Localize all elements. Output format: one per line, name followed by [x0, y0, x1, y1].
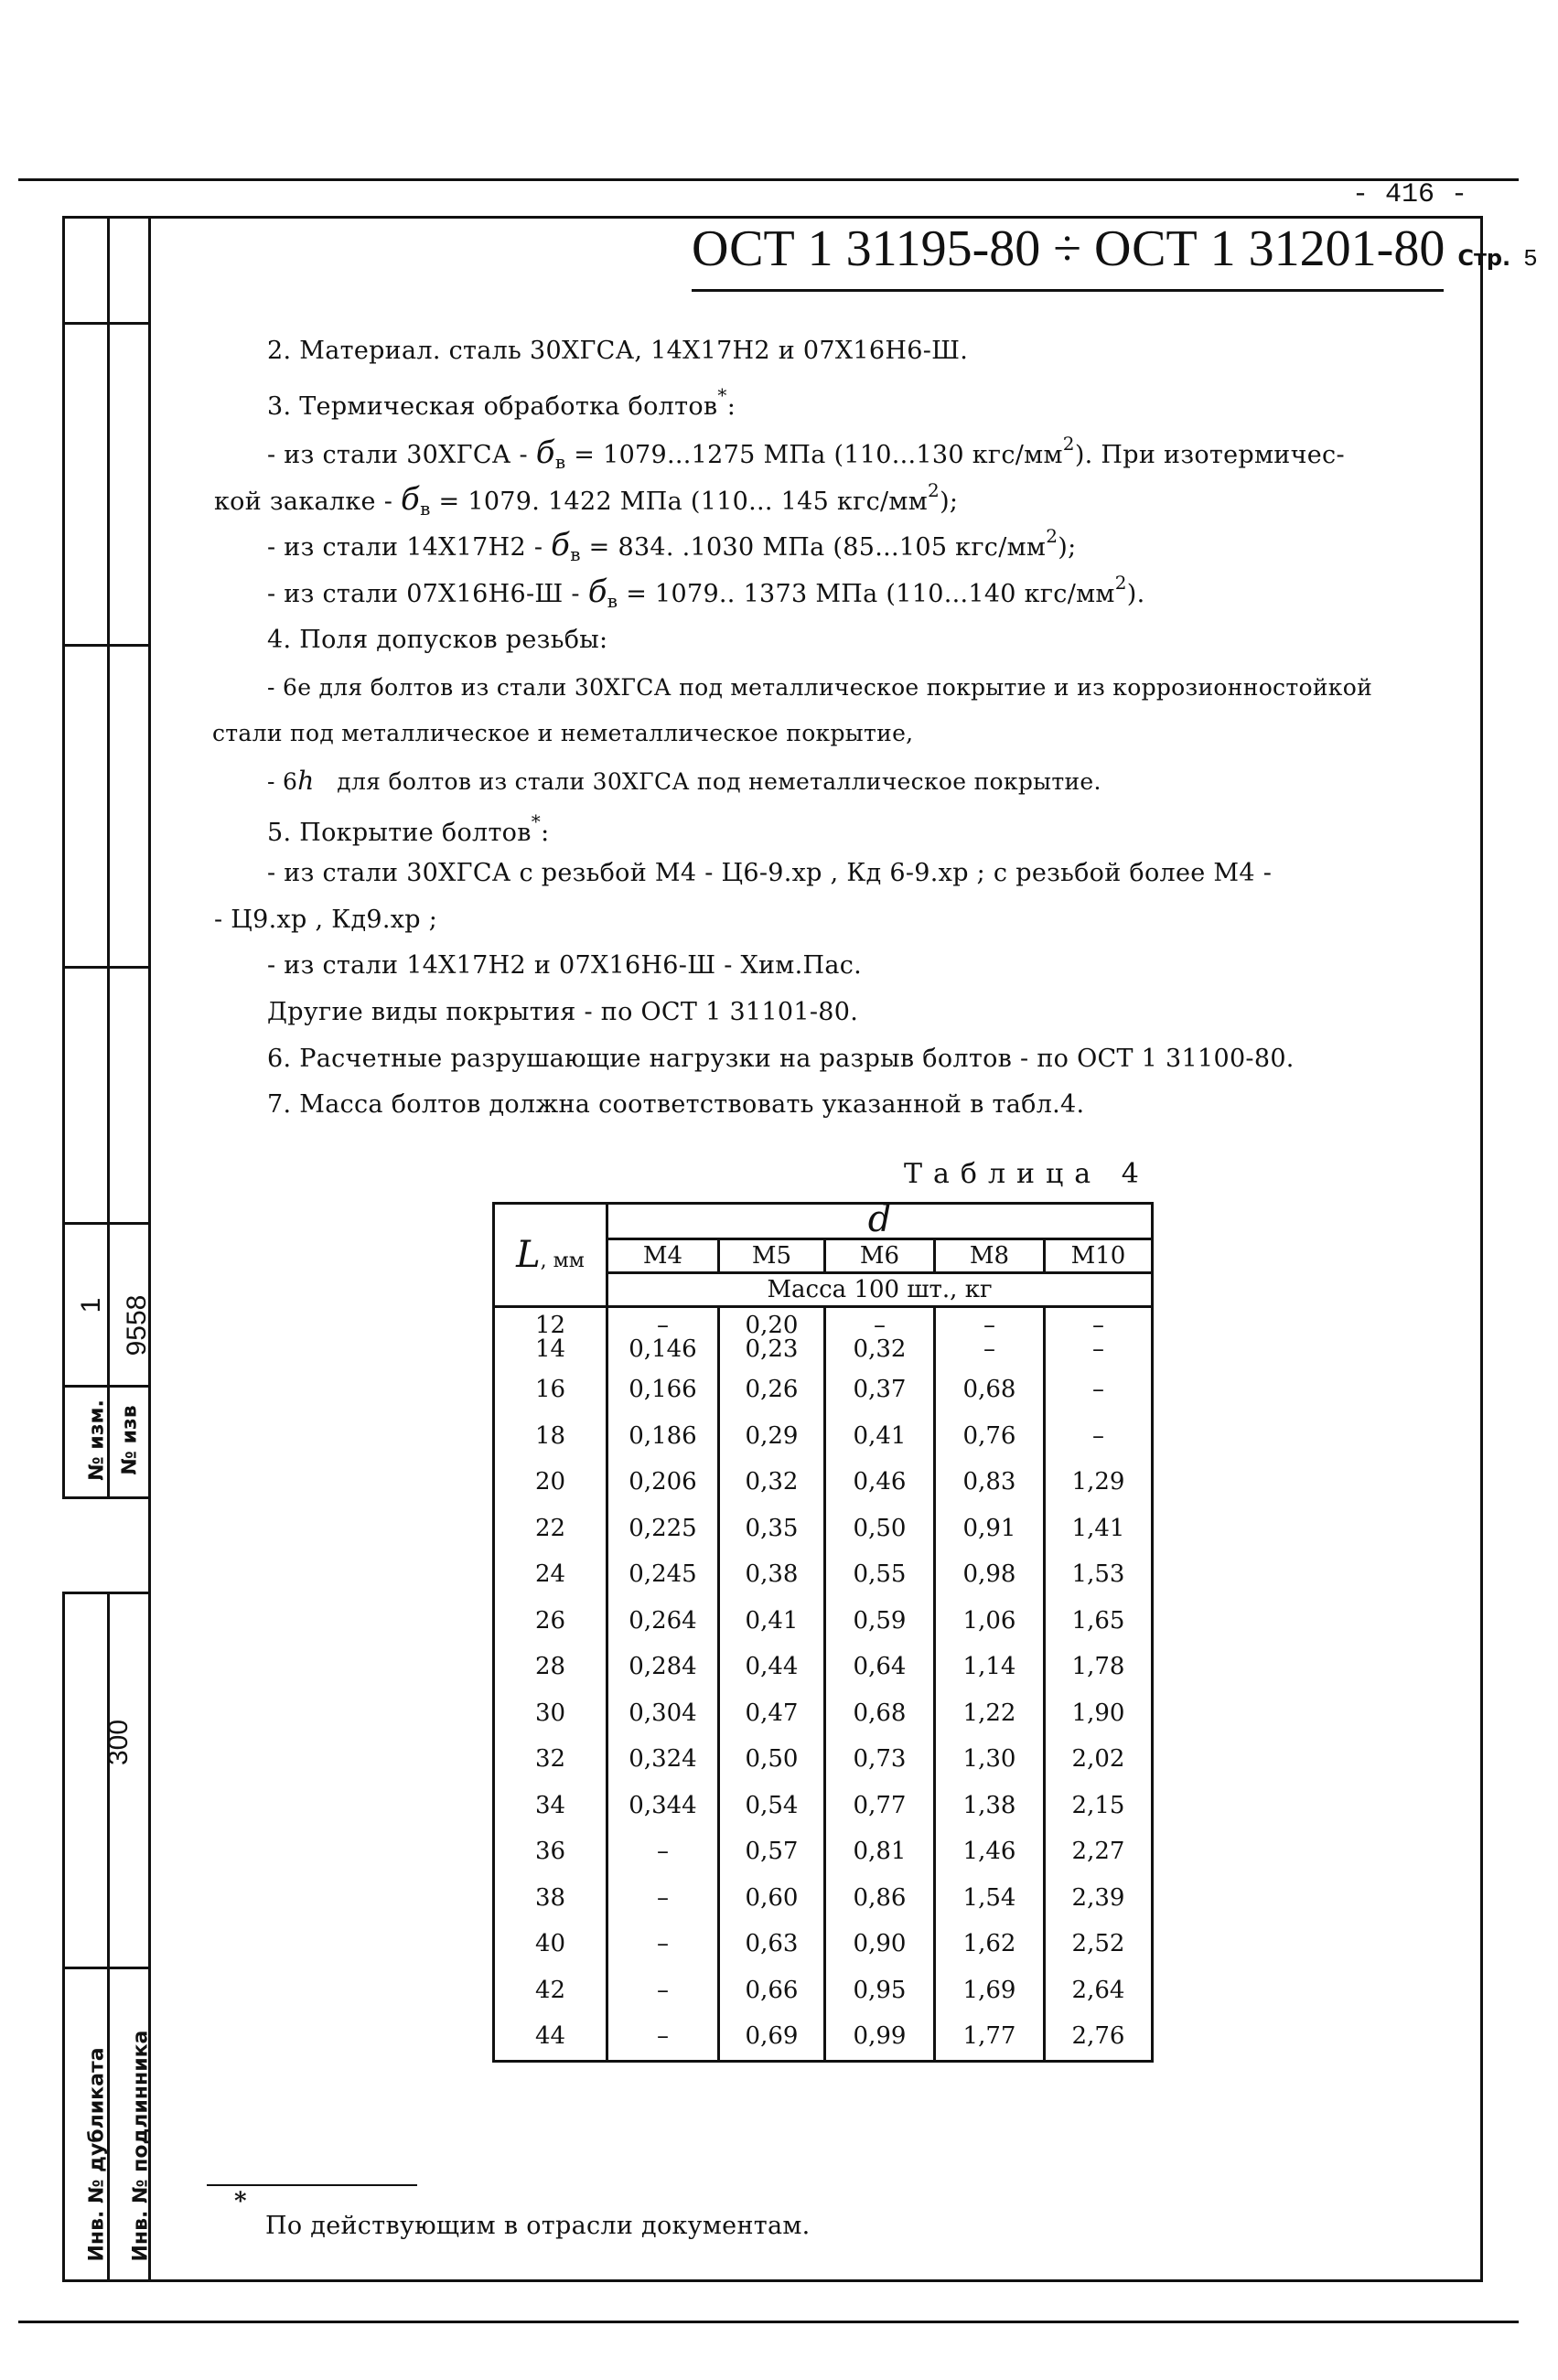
cell: 0,73: [825, 1736, 935, 1783]
sq-2: 2: [928, 479, 940, 501]
l4c: ).: [1126, 580, 1145, 608]
stamp-row-g: [62, 1592, 150, 1594]
cell: 2,02: [1045, 1736, 1153, 1783]
table-row: [494, 1598, 1153, 1645]
bottom-rule: [18, 2321, 1519, 2323]
cell: 0,55: [825, 1551, 935, 1598]
stamp-line-2: [107, 216, 110, 1496]
title-text: ОСТ 1 31195-80 ÷ ОСТ 1 31201-80: [692, 220, 1445, 277]
cell: 26: [494, 1598, 607, 1645]
cell: 0,60: [719, 1875, 825, 1922]
cell: 2,27: [1045, 1828, 1153, 1875]
cell: 2,15: [1045, 1783, 1153, 1829]
para-4a: - 6e для болтов из стали 30ХГСА под металлическое покрытие и из коррозионностойкой: [267, 674, 1373, 701]
cell-l-12: 12: [534, 1312, 566, 1339]
table-caption: Таблица 4: [904, 1158, 1150, 1190]
line-07h16n6: [267, 572, 1144, 612]
l1c: ). При изотермичес-: [1074, 441, 1345, 469]
cell: 0,59: [825, 1598, 935, 1645]
cell: 1,29: [1045, 1459, 1153, 1506]
table-row: [494, 1413, 1153, 1460]
cell: 0,44: [719, 1644, 825, 1690]
para-5b: - Ц9.хр , Кд9.хр ;: [214, 906, 438, 934]
cell: 1,14: [935, 1644, 1045, 1690]
cell: 16: [494, 1367, 607, 1413]
cell: 40: [494, 1921, 607, 1967]
cell: 1,38: [935, 1783, 1045, 1829]
cell: 1,22: [935, 1690, 1045, 1737]
cell: 0,57: [719, 1828, 825, 1875]
table-row: [494, 1783, 1153, 1829]
cell: 0,35: [719, 1506, 825, 1552]
table-row: [494, 1828, 1153, 1875]
stamp-row-d: [62, 1222, 150, 1225]
stamp-line-1: [62, 216, 65, 1496]
cell: 1,54: [935, 1875, 1045, 1922]
cell: 2,39: [1045, 1875, 1153, 1922]
cell-m6-12: –: [874, 1312, 886, 1339]
footnote-rule: [207, 2184, 417, 2186]
cell: 0,54: [719, 1783, 825, 1829]
cell: 1,53: [1045, 1551, 1153, 1598]
table-row: [494, 2013, 1153, 2061]
table-row: [494, 1506, 1153, 1552]
cell: 0,64: [825, 1644, 935, 1690]
para-7: 7. Масса болтов должна соответствовать указанной в табл.4.: [267, 1090, 1085, 1119]
cell: 0,83: [935, 1459, 1045, 1506]
dup-label: Инв. № дубликата: [85, 2047, 109, 2262]
l4a: - из стали 07Х16Н6-Ш -: [267, 580, 580, 608]
para-3-text: 3. Термическая обработка болтов: [267, 392, 718, 421]
cell-m5-12: 0,20: [745, 1312, 799, 1339]
table-row: [494, 1367, 1153, 1413]
cell: –: [607, 1828, 719, 1875]
cell: 1,06: [935, 1598, 1045, 1645]
l2b: = 1079. 1422 МПа (110... 145 кгс/мм: [438, 488, 929, 516]
cell: 18: [494, 1413, 607, 1460]
d-symbol: d: [867, 1197, 892, 1240]
footnote-text: По действующим в отрасли документам.: [265, 2212, 811, 2240]
sub-1: в: [554, 451, 566, 473]
cell: 0,225: [607, 1506, 719, 1552]
table-row: [494, 1921, 1153, 1967]
line-14h17n2: [267, 525, 1077, 565]
table-row: [494, 1307, 1153, 1367]
cell: 34: [494, 1783, 607, 1829]
cell: 42: [494, 1967, 607, 2014]
sigma-4: б: [587, 574, 607, 610]
cell: 0,90: [825, 1921, 935, 1967]
l2a: кой закалке -: [214, 488, 393, 516]
cell: 0,206: [607, 1459, 719, 1506]
para-4: 4. Поля допусков резьбы:: [267, 626, 608, 654]
frame-top: [62, 216, 1483, 219]
cell: –: [607, 1875, 719, 1922]
para-5-text: 5. Покрытие болтов: [267, 819, 532, 847]
cell: 0,95: [825, 1967, 935, 2014]
l-symbol: L: [516, 1234, 541, 1276]
cell: 2,76: [1045, 2013, 1153, 2061]
cell: 1,69: [935, 1967, 1045, 2014]
para-5a: - из стали 30ХГСА с резьбой М4 - Ц6-9.хр , Кд 6-9.хр ; с резьбой более М4 -: [267, 859, 1273, 887]
para-6: 6. Расчетные разрушающие нагрузки на разрыв болтов - по ОСТ 1 31100-80.: [267, 1045, 1295, 1073]
sub-3: в: [570, 543, 581, 565]
cell-m4-14: 0,146: [629, 1335, 697, 1363]
l3a: - из стали 14Х17Н2 -: [267, 533, 543, 562]
cell: 0,344: [607, 1783, 719, 1829]
col-m5: М5: [719, 1239, 825, 1273]
table-row: [494, 1690, 1153, 1737]
col-m6: М6: [825, 1239, 935, 1273]
cell: 0,66: [719, 1967, 825, 2014]
cell: 0,91: [935, 1506, 1045, 1552]
cell: 2,52: [1045, 1921, 1153, 1967]
d-header: [607, 1197, 1153, 1240]
cell: 0,29: [719, 1413, 825, 1460]
cell: 0,76: [935, 1413, 1045, 1460]
cell-l-14: 14: [534, 1335, 566, 1363]
cell: 36: [494, 1828, 607, 1875]
cell: 1,90: [1045, 1690, 1153, 1737]
para-5d: Другие виды покрытия - по ОСТ 1 31101-80.: [267, 998, 859, 1026]
cell: 0,38: [719, 1551, 825, 1598]
col-m4: М4: [607, 1239, 719, 1273]
footnote-mark: *: [234, 2188, 247, 2215]
para-4b: стали под металлическое и неметаллическое покрытие,: [212, 720, 914, 746]
cell: 0,77: [825, 1783, 935, 1829]
l3b: = 834. .1030 МПа (85...105 кгс/мм: [588, 533, 1047, 562]
footnote-star-1: *: [717, 384, 727, 406]
page-label: Стр.: [1457, 245, 1511, 271]
table-row: [494, 1459, 1153, 1506]
notice-no-label: № изв: [118, 1405, 142, 1475]
cell: 0,69: [719, 2013, 825, 2061]
table-row: [494, 1551, 1153, 1598]
cell-m8-14: –: [983, 1335, 995, 1363]
cell: 0,166: [607, 1367, 719, 1413]
cell: 0,68: [935, 1367, 1045, 1413]
top-rule: [18, 178, 1519, 181]
cell: 30: [494, 1690, 607, 1737]
table-row: [494, 1736, 1153, 1783]
l1b: = 1079...1275 МПа (110...130 кгс/мм: [574, 441, 1063, 469]
sub-2: в: [420, 498, 431, 520]
mass-label: Масса 100 шт., кг: [607, 1273, 1153, 1307]
cell: 0,41: [825, 1413, 935, 1460]
cell: 1,62: [935, 1921, 1045, 1967]
cell-m10: [1045, 1307, 1153, 1367]
cell: 2,64: [1045, 1967, 1153, 2014]
cell: 0,47: [719, 1690, 825, 1737]
l3c: );: [1058, 533, 1077, 562]
cell: –: [1045, 1367, 1153, 1413]
stamp-row-b: [62, 644, 150, 647]
cell: 1,65: [1045, 1598, 1153, 1645]
stamp-row-a: [62, 322, 150, 325]
frame-left: [148, 216, 151, 2281]
l-header: [494, 1204, 607, 1307]
cell: 0,304: [607, 1690, 719, 1737]
p4c-h: h: [297, 766, 315, 796]
page-number: - 416 -: [1352, 179, 1468, 210]
cell: 28: [494, 1644, 607, 1690]
cell: –: [607, 2013, 719, 2061]
cell-l: [494, 1307, 607, 1367]
cell: 0,81: [825, 1828, 935, 1875]
sigma-1: б: [535, 434, 555, 471]
line-zakalke: [214, 479, 958, 520]
cell: 0,98: [935, 1551, 1045, 1598]
cell: 0,245: [607, 1551, 719, 1598]
para-3: [267, 384, 736, 421]
cell-m4-12: –: [657, 1312, 669, 1339]
cell: 0,99: [825, 2013, 935, 2061]
cell: 0,50: [825, 1506, 935, 1552]
cell-m6: [825, 1307, 935, 1367]
mass-table: [492, 1197, 1154, 2063]
title-underline: [692, 289, 1444, 292]
cell: 20: [494, 1459, 607, 1506]
stamp-row-c: [62, 966, 150, 969]
para-2: 2. Материал. сталь 30ХГСА, 14Х17Н2 и 07Х16Н6-Ш.: [267, 337, 969, 365]
footnote-star-2: *: [531, 810, 542, 832]
cell: 0,32: [719, 1459, 825, 1506]
table-row: [494, 1875, 1153, 1922]
stamp-row-h: [62, 1967, 150, 1969]
l2c: );: [940, 488, 959, 516]
cell: 0,186: [607, 1413, 719, 1460]
frame-right: [1480, 216, 1483, 2281]
cell: 1,30: [935, 1736, 1045, 1783]
col-m10: М10: [1045, 1239, 1153, 1273]
cell: 24: [494, 1551, 607, 1598]
para-5: [267, 810, 549, 847]
para-4c: [267, 766, 1101, 796]
cell: 0,26: [719, 1367, 825, 1413]
para-5-colon: :: [541, 819, 550, 847]
cell-m4: [607, 1307, 719, 1367]
col-m8: М8: [935, 1239, 1045, 1273]
cell: 0,68: [825, 1690, 935, 1737]
cell: 0,37: [825, 1367, 935, 1413]
orig-no: 300: [103, 1719, 134, 1766]
change-no: 1: [76, 1297, 106, 1313]
cell: –: [1045, 1413, 1153, 1460]
sq-4: 2: [1114, 572, 1127, 594]
cell: 44: [494, 2013, 607, 2061]
cell: 1,77: [935, 2013, 1045, 2061]
change-no-label: № изм.: [85, 1399, 109, 1481]
orig-label: Инв. № подлинника: [129, 2030, 153, 2262]
stamp-line-3: [62, 1592, 65, 2281]
cell: 1,78: [1045, 1644, 1153, 1690]
header-row-d: [494, 1204, 1153, 1239]
cell: 32: [494, 1736, 607, 1783]
table-row: [494, 1644, 1153, 1690]
cell-m5-14: 0,23: [745, 1335, 799, 1363]
sq-1: 2: [1062, 433, 1075, 455]
cell-m10-14: –: [1092, 1335, 1104, 1363]
p4c1: - 6: [267, 768, 298, 795]
cell: 0,41: [719, 1598, 825, 1645]
cell-m6-14: 0,32: [853, 1335, 907, 1363]
para-5c: - из стали 14Х17Н2 и 07Х16Н6-Ш - Хим.Пас.: [267, 951, 863, 980]
cell: –: [607, 1967, 719, 2014]
cell: –: [607, 1921, 719, 1967]
para-3-colon: :: [726, 392, 736, 421]
cell: 0,46: [825, 1459, 935, 1506]
page-no: 5: [1523, 245, 1538, 273]
document-title: [692, 220, 1538, 278]
cell: 0,324: [607, 1736, 719, 1783]
cell: 0,63: [719, 1921, 825, 1967]
sigma-2: б: [401, 481, 421, 518]
sub-4: в: [607, 590, 618, 612]
table-body: [494, 1367, 1153, 2061]
cell-m10-12: –: [1092, 1312, 1104, 1339]
l-unit: , мм: [540, 1249, 585, 1272]
cell-m8: [935, 1307, 1045, 1367]
cell: 0,86: [825, 1875, 935, 1922]
cell-m5: [719, 1307, 825, 1367]
table-row: [494, 1967, 1153, 2014]
line-30hgsa: [267, 433, 1345, 473]
cell: 0,50: [719, 1736, 825, 1783]
cell: 0,264: [607, 1598, 719, 1645]
cell: 0,284: [607, 1644, 719, 1690]
cell: 1,46: [935, 1828, 1045, 1875]
cell: 38: [494, 1875, 607, 1922]
cell-m8-12: –: [983, 1312, 995, 1339]
l1a: - из стали 30ХГСА -: [267, 441, 528, 469]
notice-no: 9558: [122, 1294, 152, 1356]
sq-3: 2: [1046, 525, 1058, 547]
frame-bottom: [62, 2279, 1483, 2282]
l4b: = 1079.. 1373 МПа (110...140 кгс/мм: [626, 580, 1115, 608]
sigma-3: б: [551, 527, 571, 563]
cell: 22: [494, 1506, 607, 1552]
p4c2: для болтов из стали 30ХГСА под неметаллическое покрытие.: [337, 768, 1101, 795]
cell: 1,41: [1045, 1506, 1153, 1552]
